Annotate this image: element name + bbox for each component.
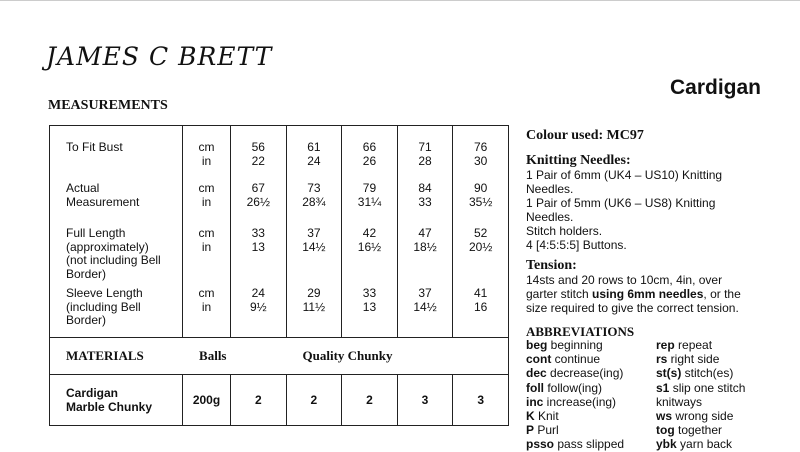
size-value: 84 (418, 181, 432, 195)
size-cell (342, 126, 398, 180)
unit-label: in (201, 239, 212, 254)
abbreviation-meaning: beginning (547, 338, 603, 352)
quality-label: Quality Chunky (231, 338, 509, 375)
abbreviation-item (656, 338, 745, 352)
abbreviation-meaning: pass slipped (554, 437, 625, 452)
size-value: 35½ (468, 194, 493, 209)
row-label (50, 126, 183, 180)
yarn-balls-cell: 2 (231, 375, 287, 426)
abbreviation-item (526, 423, 624, 437)
abbreviation-meaning: yarn back (676, 437, 733, 452)
abbreviation-key: K (526, 409, 535, 424)
yarn-weight: 200g (183, 375, 231, 426)
size-value: 41 (473, 286, 488, 300)
size-cell (286, 179, 342, 224)
size-value: 28¾ (302, 194, 326, 209)
abbreviation-meaning: knitways (656, 394, 703, 409)
abbreviation-key: psso (526, 437, 555, 452)
abbreviation-item (656, 352, 745, 366)
abbreviation-meaning: right side (667, 352, 720, 367)
measurements-heading: MEASUREMENTS (48, 98, 168, 113)
size-value: 33 (362, 286, 377, 300)
size-value: 24 (251, 286, 265, 300)
table-row (50, 284, 509, 338)
size-value: 9½ (249, 299, 267, 314)
yarn-label (50, 375, 183, 426)
row-units (183, 224, 231, 284)
size-value: 37 (307, 226, 321, 240)
size-value: 31¼ (357, 194, 382, 209)
size-value: 33 (418, 194, 432, 209)
size-value: 14½ (302, 239, 326, 254)
row-label (50, 179, 183, 224)
size-cell (397, 284, 453, 338)
abbreviations-left-column (526, 338, 624, 452)
size-value: 29 (307, 286, 321, 300)
size-cell (397, 224, 453, 284)
abbreviation-meaning: stitch(es) (681, 366, 734, 381)
abbreviation-key: dec (526, 366, 547, 381)
unit-label: cm (198, 181, 215, 195)
needles-line: 1 Pair of 5mm (UK6 – US8) Knitting (526, 196, 716, 210)
row-label-line: (not including Bell (66, 253, 161, 268)
size-cell (453, 179, 509, 224)
size-value: 13 (362, 299, 377, 314)
abbreviation-key: ybk (656, 437, 677, 452)
size-value: 47 (418, 226, 432, 240)
table-row (50, 126, 509, 180)
row-label-line: Sleeve Length (66, 286, 143, 300)
size-cell (342, 284, 398, 338)
size-value: 26½ (246, 194, 270, 209)
abbreviation-item (526, 338, 624, 352)
needles-line: Needles. (526, 182, 574, 196)
size-value: 20½ (468, 239, 493, 254)
abbreviation-key: cont (526, 352, 552, 367)
abbreviation-key: tog (656, 423, 675, 438)
size-value: 42 (362, 226, 377, 240)
row-label-line: Actual (66, 181, 100, 195)
row-label-line: To Fit Bust (66, 140, 123, 154)
abbreviation-meaning: Purl (534, 423, 559, 438)
abbreviation-item (526, 352, 624, 366)
page-title: Cardigan (670, 76, 762, 99)
size-value: 11½ (302, 299, 326, 314)
size-cell (286, 284, 342, 338)
abbreviation-meaning: follow(ing) (544, 380, 603, 395)
needles-line: 1 Pair of 6mm (UK4 – US10) Knitting (526, 168, 723, 182)
row-label-line: (including Bell (66, 299, 141, 314)
unit-label: in (201, 299, 212, 314)
needles-line: Stitch holders. (526, 224, 603, 238)
row-units (183, 179, 231, 224)
unit-label: in (201, 153, 212, 168)
size-value: 33 (251, 226, 265, 240)
size-cell (342, 224, 398, 284)
size-cell (453, 284, 509, 338)
tension-line-1: 14sts and 20 rows to 10cm, 4in, over (526, 273, 723, 287)
yarn-label-line: Cardigan (66, 386, 119, 400)
size-value: 66 (362, 140, 377, 154)
brand-logo: JAMES C BRETT (46, 42, 273, 71)
abbreviation-item (656, 423, 745, 437)
unit-label: cm (198, 226, 215, 240)
abbreviation-item (656, 381, 745, 395)
size-value: 28 (418, 153, 432, 168)
size-value: 26 (362, 153, 377, 168)
unit-label: cm (198, 140, 215, 154)
size-cell (397, 179, 453, 224)
abbreviation-meaning: together (674, 423, 723, 438)
measurements-table (49, 125, 509, 426)
size-value: 90 (473, 181, 488, 195)
size-value: 37 (418, 286, 432, 300)
row-label-line: Full Length (66, 226, 126, 240)
yarn-label-line: Marble Chunky (66, 400, 153, 414)
unit-label: in (201, 194, 212, 209)
size-cell (231, 284, 287, 338)
size-value: 16½ (357, 239, 382, 254)
abbreviation-key: s1 (656, 380, 670, 395)
row-label-line: Measurement (66, 194, 140, 209)
abbreviation-key: foll (526, 380, 544, 395)
yarn-balls-cell: 2 (286, 375, 342, 426)
colour-label: Colour used: (526, 128, 604, 143)
yarn-balls-cell: 3 (453, 375, 509, 426)
yarn-balls-cell: 2 (342, 375, 398, 426)
tension-line-3: size required to give the correct tension. (526, 301, 739, 315)
yarn-balls-cell: 3 (397, 375, 453, 426)
size-cell (342, 179, 398, 224)
size-value: 56 (251, 140, 265, 154)
balls-label: Balls (183, 338, 231, 375)
top-rule (0, 0, 800, 1)
row-label-line: Border) (66, 267, 107, 282)
abbreviation-item (526, 366, 624, 380)
abbreviation-item (526, 437, 624, 451)
needles-line: Needles. (526, 210, 574, 224)
size-value: 24 (307, 153, 321, 168)
abbreviation-item (656, 409, 745, 423)
row-units (183, 284, 231, 338)
size-value: 30 (473, 153, 488, 168)
size-value: 16 (473, 299, 488, 314)
abbreviation-item (656, 437, 745, 451)
yarn-row (50, 375, 509, 426)
size-value: 61 (307, 140, 321, 154)
colour-used (526, 128, 644, 143)
row-label-line: (approximately) (66, 239, 149, 254)
needles-section (526, 154, 722, 252)
abbreviation-key: st(s) (656, 366, 682, 381)
size-value: 18½ (413, 239, 437, 254)
table-row (50, 224, 509, 284)
size-value: 71 (418, 140, 432, 154)
row-units (183, 126, 231, 180)
table-row (50, 179, 509, 224)
size-value: 22 (251, 153, 265, 168)
unit-label: cm (198, 286, 215, 300)
size-cell (231, 126, 287, 180)
abbreviation-key: ws (656, 409, 673, 424)
size-cell (397, 126, 453, 180)
abbreviation-meaning: Knit (534, 409, 559, 424)
size-cell (286, 224, 342, 284)
abbreviation-item (526, 409, 624, 423)
colour-value: MC97 (606, 128, 644, 143)
abbreviation-item (526, 395, 624, 409)
needles-heading: Knitting Needles: (526, 153, 631, 168)
size-value: 79 (362, 181, 377, 195)
size-value: 52 (473, 226, 488, 240)
abbreviation-key: rep (656, 338, 675, 352)
size-value: 14½ (413, 299, 437, 314)
materials-row (50, 338, 509, 375)
size-cell (231, 224, 287, 284)
abbreviation-key: inc (526, 394, 544, 409)
abbreviation-key: P (526, 423, 535, 438)
size-value: 76 (473, 140, 488, 154)
abbreviation-item (656, 395, 745, 409)
needles-line: 4 [4:5:5:5] Buttons. (526, 238, 627, 252)
row-label (50, 224, 183, 284)
size-value: 67 (251, 181, 265, 195)
abbreviation-meaning: slip one stitch (669, 380, 746, 395)
abbreviations-heading: ABBREVIATIONS (526, 324, 635, 339)
size-value: 13 (251, 239, 265, 254)
abbreviation-key: rs (656, 352, 668, 367)
row-label-line: Border) (66, 313, 107, 328)
needles-list (526, 168, 722, 252)
tension-heading: Tension: (526, 258, 577, 273)
abbreviation-meaning: continue (551, 352, 601, 367)
abbreviation-meaning: repeat (674, 338, 713, 352)
size-cell (453, 126, 509, 180)
tension-section (526, 259, 741, 315)
size-value: 73 (307, 181, 321, 195)
abbreviation-key: beg (526, 338, 548, 352)
abbreviation-meaning: increase(ing) (543, 394, 617, 409)
materials-label: MATERIALS (50, 338, 183, 375)
abbreviations-right-column (656, 338, 745, 452)
size-cell (453, 224, 509, 284)
abbreviation-meaning: wrong side (672, 409, 734, 424)
abbreviation-item (526, 381, 624, 395)
size-cell (286, 126, 342, 180)
size-cell (231, 179, 287, 224)
row-label (50, 284, 183, 338)
tension-line-2: garter stitch using 6mm needles, or the (526, 287, 741, 301)
abbreviation-item (656, 366, 745, 380)
abbreviation-meaning: decrease(ing) (546, 366, 624, 381)
